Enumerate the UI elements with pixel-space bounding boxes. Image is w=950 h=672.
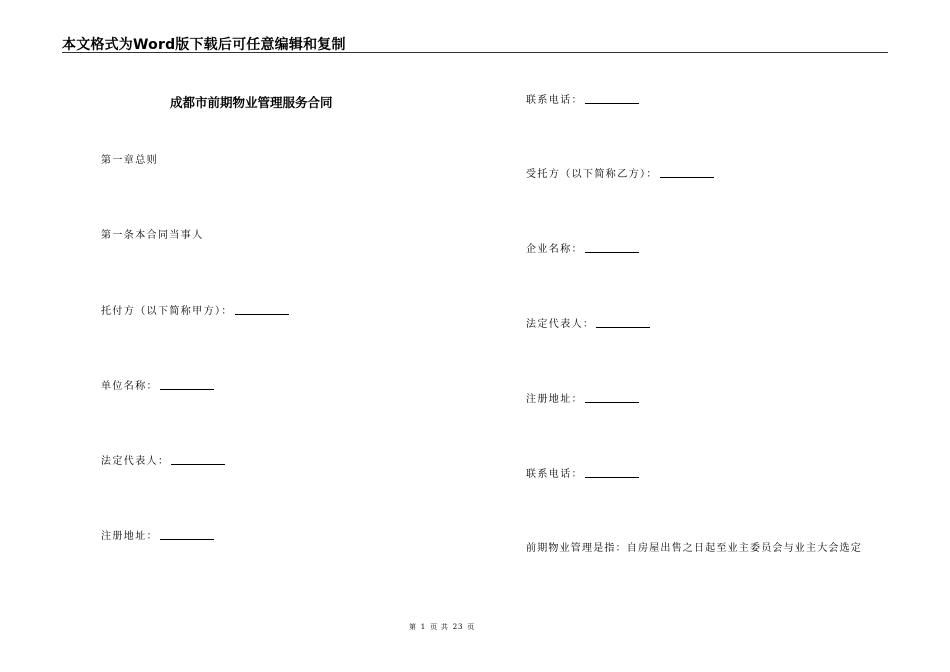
fill-in-blank — [660, 167, 714, 178]
left-line-6 — [101, 529, 214, 544]
right-line-2 — [526, 167, 714, 182]
footer-suffix: 页 — [467, 623, 476, 631]
page-footer — [0, 622, 884, 632]
fill-in-blank — [596, 317, 650, 328]
right-line-1 — [526, 93, 639, 108]
footer-total-pages: 23 — [452, 623, 464, 631]
line-text: 法定代表人： — [526, 319, 595, 330]
right-line-3 — [526, 242, 639, 257]
footer-page-number: 1 — [420, 623, 427, 631]
line-text: 单位名称： — [101, 381, 158, 392]
line-text: 第一章总则 — [101, 155, 158, 166]
right-line-7 — [526, 542, 862, 556]
fill-in-blank — [585, 467, 639, 478]
right-line-4 — [526, 317, 650, 332]
left-line-4 — [101, 379, 214, 394]
footer-prefix: 第 — [408, 623, 417, 631]
document-title: 成都市前期物业管理服务合同 — [170, 95, 333, 110]
line-text: 联系电话： — [526, 469, 583, 480]
line-text: 企业名称： — [526, 244, 583, 255]
line-text: 联系电话： — [526, 95, 583, 106]
left-line-2 — [101, 229, 204, 243]
left-line-3 — [101, 304, 289, 319]
line-text: 托付方（以下简称甲方）： — [101, 306, 233, 317]
line-text: 前期物业管理是指：自房屋出售之日起至业主委员会与业主大会选定 — [526, 543, 862, 554]
line-text: 注册地址： — [526, 394, 583, 405]
fill-in-blank — [585, 242, 639, 253]
fill-in-blank — [585, 93, 639, 104]
left-line-1 — [101, 154, 158, 168]
line-text: 法定代表人： — [101, 456, 170, 467]
fill-in-blank — [235, 304, 289, 315]
fill-in-blank — [160, 529, 214, 540]
header-divider — [62, 52, 888, 53]
left-line-5 — [101, 454, 225, 469]
fill-in-blank — [160, 379, 214, 390]
line-text: 受托方（以下简称乙方）： — [526, 169, 658, 180]
page-header: 本文格式为Word版下载后可任意编辑和复制 — [62, 37, 346, 53]
right-line-5 — [526, 392, 639, 407]
fill-in-blank — [171, 454, 225, 465]
fill-in-blank — [585, 392, 639, 403]
footer-middle: 页 共 — [430, 623, 449, 631]
line-text: 第一条本合同当事人 — [101, 230, 204, 241]
line-text: 注册地址： — [101, 531, 158, 542]
right-line-6 — [526, 467, 639, 482]
